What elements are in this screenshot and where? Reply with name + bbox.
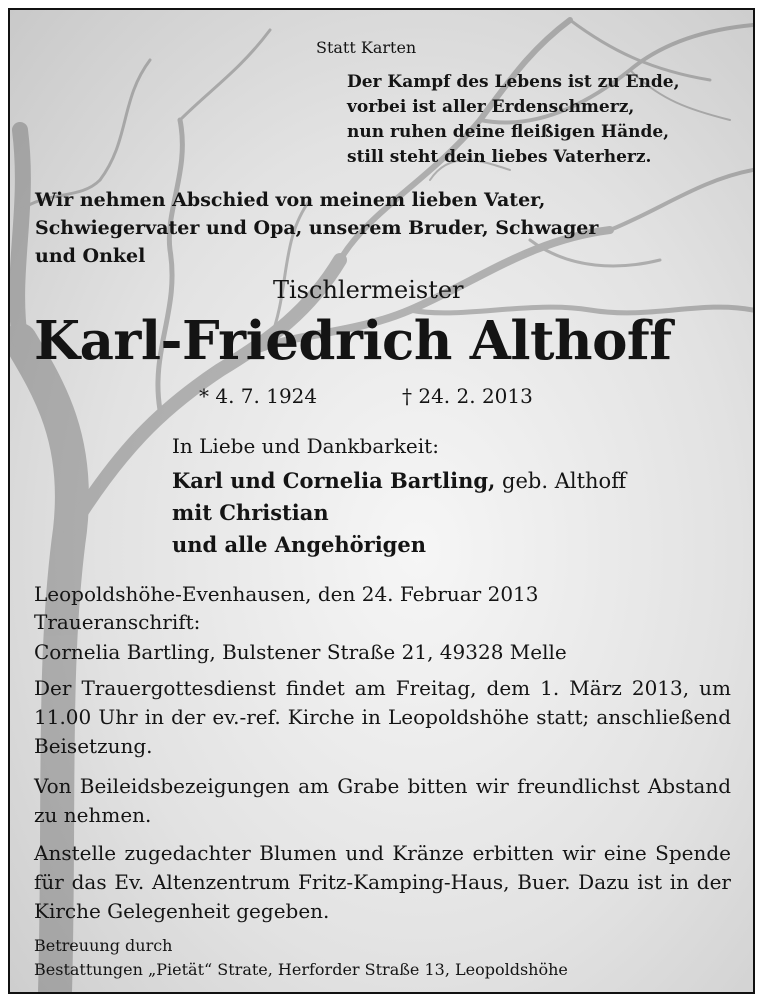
mourner-line: und alle Angehörigen [172,532,426,557]
undertaker-credit [34,934,568,982]
mourners-list [172,465,626,561]
poem-line: vorbei ist aller Erdenschmerz, [347,97,635,117]
poem-line: nun ruhen deine fleißigen Hände, [347,122,670,142]
birth-date: * 4. 7. 1924 [199,384,318,408]
obituary-frame [8,8,755,994]
address-label: Traueranschrift: [34,610,201,634]
mourner-line: mit Christian [172,500,329,525]
poem-line: Der Kampf des Lebens ist zu Ende, [347,72,680,92]
farewell-intro [35,186,598,270]
deceased-name: Karl-Friedrich Althoff [34,310,672,372]
mourner-names: Karl und Cornelia Bartling, [172,468,496,493]
care-label: Betreuung durch [34,936,173,955]
statt-karten-label: Statt Karten [316,38,417,57]
death-date: † 24. 2. 2013 [402,384,533,408]
mourners-intro: In Liebe und Dankbarkeit: [172,434,439,458]
intro-line: Schwiegervater und Opa, unserem Bruder, Schwager [35,217,599,239]
poem-line: still steht dein liebes Vaterherz. [347,147,652,167]
funeral-service-text: Der Trauergottesdienst findet am Freitag, dem 1. März 2013, um 11.00 Uhr in der ev.-ref. Kirche in Leopoldshöhe statt; anschließend Beisetzung. [34,676,731,758]
intro-line: Wir nehmen Abschied von meinem lieben Vater, [35,189,546,211]
mourner-maiden-name: geb. Althoff [495,469,627,493]
profession-title: Tischlermeister [273,276,464,304]
condolences-text: Von Beileidsbezeigungen am Grabe bitten wir freundlichst Abstand zu nehmen. [34,774,731,827]
poem-verse [347,70,680,170]
intro-line: und Onkel [35,245,146,267]
undertaker-name: Bestattungen „Pietät“ Strate, Herforder Straße 13, Leopoldshöhe [34,960,568,979]
place-date: Leopoldshöhe-Evenhausen, den 24. Februar 2013 [34,582,539,606]
donation-text: Anstelle zugedachter Blumen und Kränze erbitten wir eine Spende für das Ev. Altenzentrum Fritz-Kamping-Haus, Buer. Dazu ist in der Kirche Gelegenheit gegeben. [34,841,731,923]
mourning-address: Cornelia Bartling, Bulstener Straße 21, 49328 Melle [34,640,567,664]
mourner-line [172,465,626,497]
